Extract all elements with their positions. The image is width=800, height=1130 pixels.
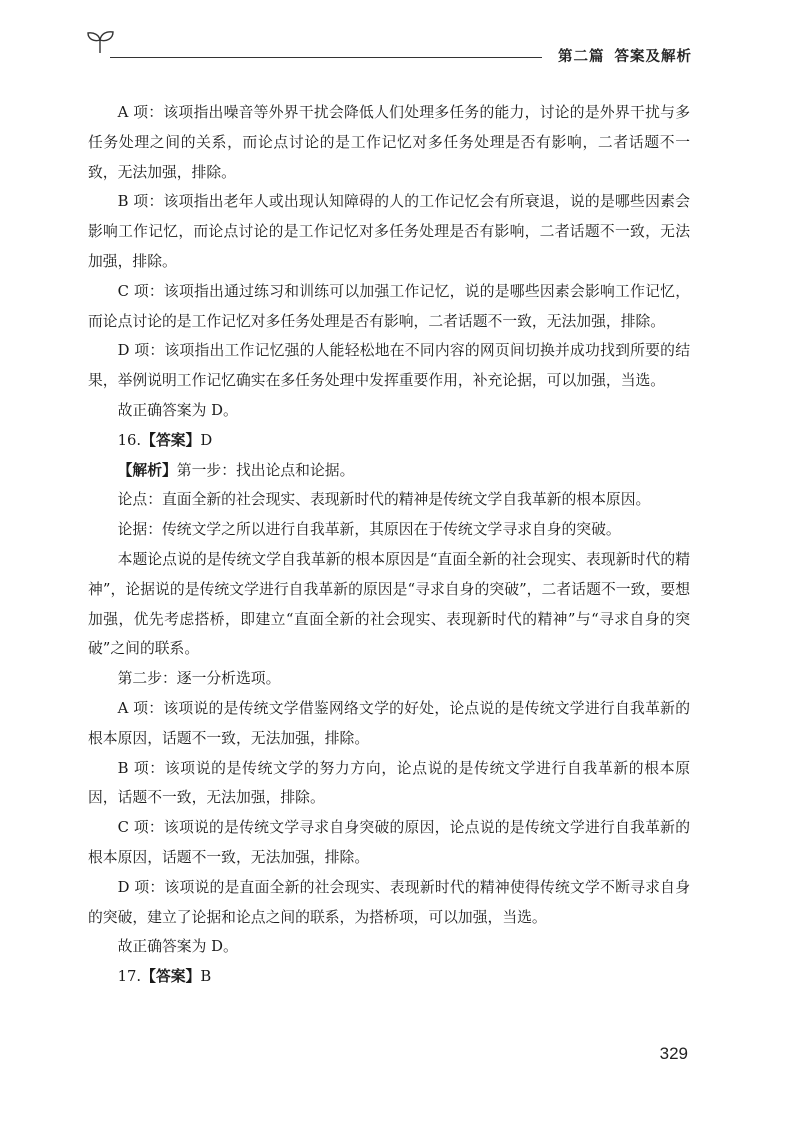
answer-line bbox=[88, 426, 690, 456]
sprout-icon bbox=[86, 28, 116, 54]
paragraph: D 项：该项指出工作记忆强的人能轻松地在不同内容的网页间切换并成功找到所要的结果，举例说明工作记忆确实在多任务处理中发挥重要作用，补充论据，可以加强，当选。 bbox=[88, 342, 690, 390]
page-body bbox=[88, 98, 690, 992]
paragraph: 论点：直面全新的社会现实、表现新时代的精神是传统文学自我革新的根本原因。 bbox=[117, 491, 651, 509]
answer-value: D bbox=[200, 431, 213, 449]
answer-label: 【答案】 bbox=[141, 968, 201, 986]
paragraph: 故正确答案为 D。 bbox=[117, 401, 238, 419]
analysis-label: 【解析】 bbox=[117, 461, 177, 479]
question-number: 17. bbox=[117, 968, 142, 986]
paragraph: D 项：该项说的是直面全新的社会现实、表现新时代的精神使得传统文学不断寻求自身的突破，建立了论据和论点之间的联系，为搭桥项，可以加强，当选。 bbox=[88, 878, 690, 926]
paragraph: A 项：该项说的是传统文学借鉴网络文学的好处，论点说的是传统文学进行自我革新的根本原因，话题不一致，无法加强，排除。 bbox=[88, 699, 690, 747]
answer-value: B bbox=[200, 968, 212, 986]
analysis-line: 【解析】第一步：找出论点和论据。 bbox=[117, 461, 355, 479]
header-rule bbox=[110, 57, 542, 58]
paragraph: B 项：该项指出老年人或出现认知障碍的人的工作记忆会有所衰退，说的是哪些因素会影响工作记忆，而论点讨论的是工作记忆对多任务处理是否有影响，二者话题不一致，无法加强，排除。 bbox=[88, 193, 690, 270]
page-number: 329 bbox=[659, 1044, 688, 1063]
paragraph: 故正确答案为 D。 bbox=[117, 938, 238, 956]
question-number: 16. bbox=[117, 431, 142, 449]
paragraph: A 项：该项指出噪音等外界干扰会降低人们处理多任务的能力，讨论的是外界干扰与多任务处理之间的关系，而论点讨论的是工作记忆对多任务处理是否有影响，二者话题不一致，无法加强，排除。 bbox=[88, 104, 690, 181]
header-section: 答案及解析 bbox=[614, 49, 692, 65]
header-title bbox=[558, 45, 692, 66]
answer-label: 【答案】 bbox=[141, 431, 201, 449]
running-header bbox=[86, 28, 692, 68]
header-part: 第二篇 bbox=[558, 49, 605, 65]
paragraph: 本题论点说的是传统文学自我革新的根本原因是“直面全新的社会现实、表现新时代的精神”，论据说的是传统文学进行自我革新的原因是“寻求自身的突破”，二者话题不一致，要想加强，优先考虑搭桥，即建立“直面全新的社会现实、表现新时代的精神”与“寻求自身的突破”之间的联系。 bbox=[88, 550, 690, 658]
paragraph: 第二步：逐一分析选项。 bbox=[117, 670, 281, 688]
paragraph: C 项：该项说的是传统文学寻求自身突破的原因，论点说的是传统文学进行自我革新的根本原因，话题不一致，无法加强，排除。 bbox=[88, 819, 690, 866]
paragraph: B 项：该项说的是传统文学的努力方向，论点说的是传统文学进行自我革新的根本原因，话题不一致，无法加强，排除。 bbox=[88, 759, 690, 807]
paragraph: 论据：传统文学之所以进行自我革新，其原因在于传统文学寻求自身的突破。 bbox=[117, 521, 621, 539]
paragraph: C 项：该项指出通过练习和训练可以加强工作记忆，说的是哪些因素会影响工作记忆，而论点讨论的是工作记忆对多任务处理是否有影响，二者话题不一致，无法加强，排除。 bbox=[88, 282, 690, 330]
answer-line bbox=[88, 962, 690, 992]
